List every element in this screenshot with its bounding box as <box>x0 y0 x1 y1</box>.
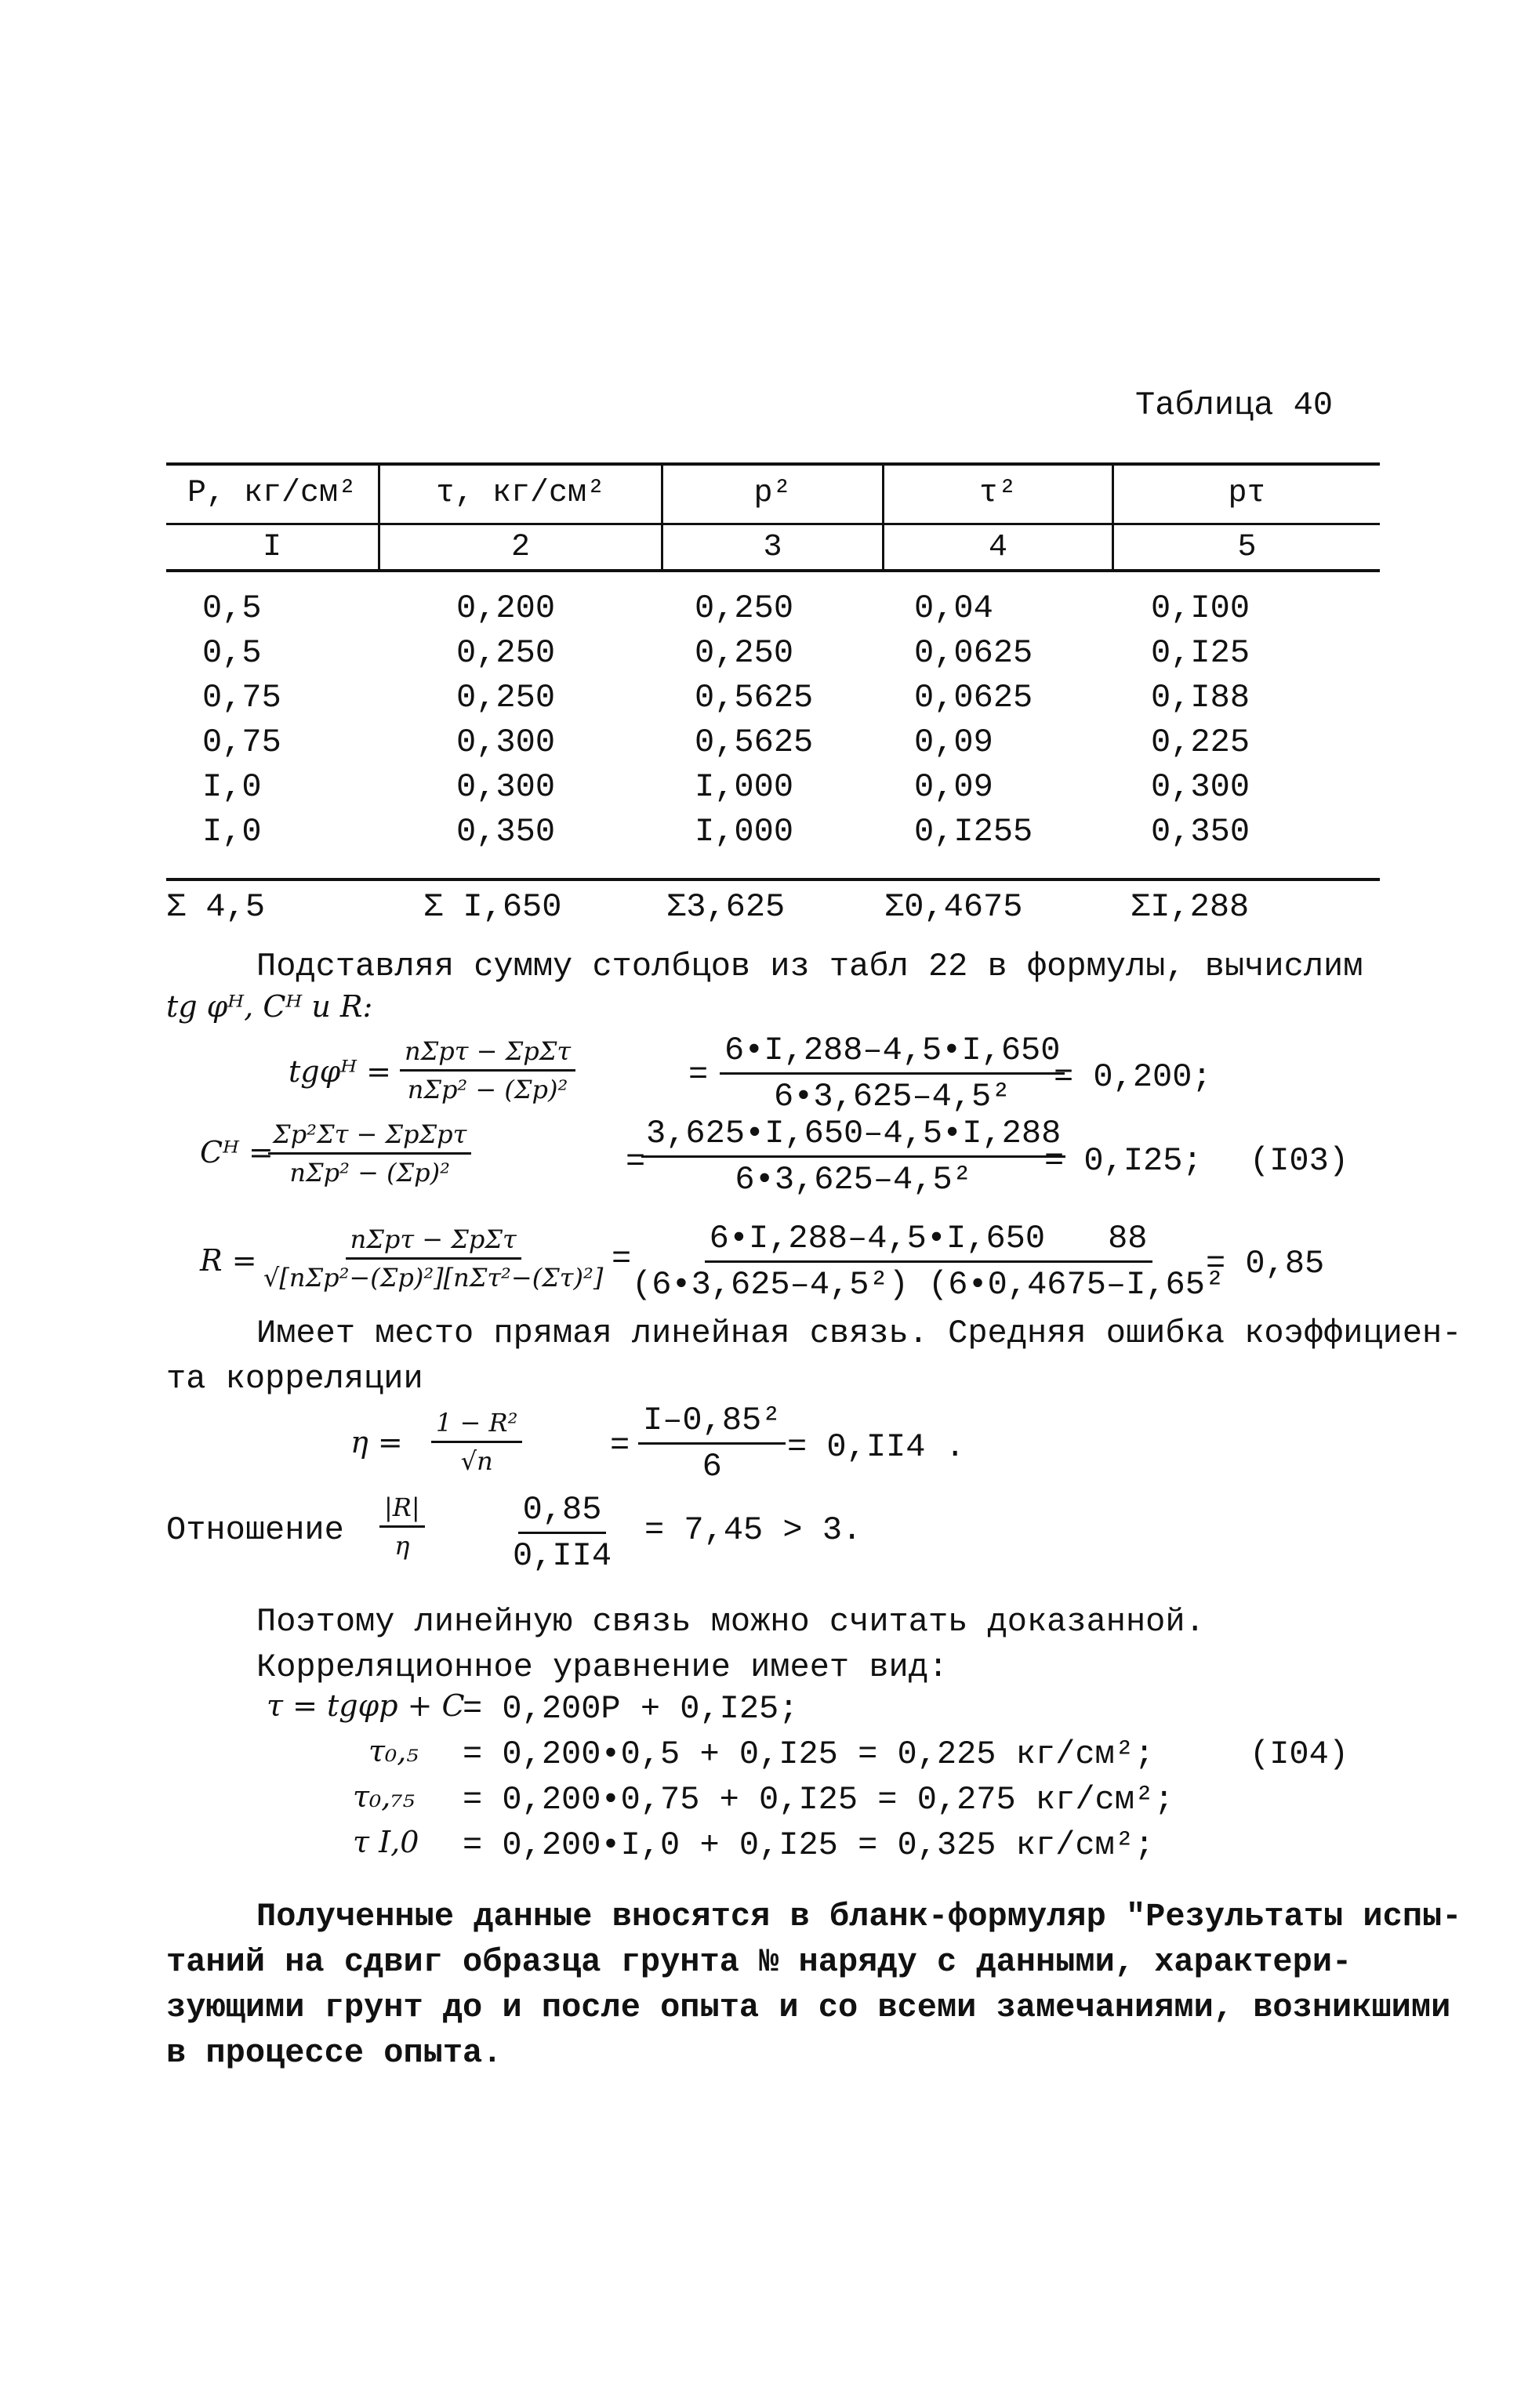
table-cell: 0,5 <box>202 634 262 672</box>
table-colnum-cell: 5 <box>1237 530 1257 565</box>
eq2-rhs: = 0,200•0,5 + 0,I25 = 0,225 кг/см²; <box>463 1735 1155 1773</box>
table-cell: 0,250 <box>456 679 556 716</box>
eta-symbolic-fraction <box>431 1408 522 1476</box>
para2-line-1: Имеет место прямая линейная связь. Средняя ошибка коэффициен- <box>256 1315 1462 1352</box>
table-cell: 0,5 <box>202 589 262 627</box>
r-numerator <box>705 1220 1152 1263</box>
intro-line-2: tg φᴴ, Cᴴ и R: <box>166 989 373 1024</box>
table-cell: 0,I88 <box>1151 679 1250 716</box>
r-numeric-fraction <box>627 1220 1229 1304</box>
ratio-denominator: 0,II4 <box>513 1537 612 1575</box>
c-denominator: 6•3,625–4,5² <box>735 1161 972 1199</box>
table-header-cell: р² <box>753 476 792 511</box>
table-cell: 0,I255 <box>914 813 1033 850</box>
eq4-rhs: = 0,200•I,0 + 0,I25 = 0,325 кг/см²; <box>463 1826 1155 1864</box>
ratio-symbolic-numerator: |R| <box>379 1492 425 1528</box>
para4-line-4: в процессе опыта. <box>166 2034 503 2072</box>
eq3-rhs: = 0,200•0,75 + 0,I25 = 0,275 кг/см²; <box>463 1781 1174 1819</box>
para4-line-2: таний на сдвиг образца грунта № наряду с данными, характери- <box>166 1943 1352 1981</box>
para3-line-2: Корреляционное уравнение имеет вид: <box>256 1648 949 1686</box>
equation-label-103: (I03) <box>1250 1142 1349 1180</box>
eq4-lhs: τ I,0 <box>353 1825 419 1859</box>
r-formula-lhs: R = <box>200 1243 257 1278</box>
r-symbolic-numerator: nΣpτ − ΣpΣτ <box>346 1224 521 1260</box>
table-cell: 0,09 <box>914 723 993 761</box>
table-cell: 0,300 <box>456 723 556 761</box>
intro-line-1: Подставляя сумму столбцов из табл 22 в формулы, вычислим <box>256 948 1363 985</box>
ratio-symbolic-denominator: η <box>394 1531 410 1561</box>
table-sum-cell: Σ0,4675 <box>884 888 1023 926</box>
ratio-numerator: 0,85 <box>518 1491 607 1534</box>
eta-numerator: I–0,85² <box>638 1402 786 1445</box>
table-cell: 0,200 <box>456 589 556 627</box>
ratio-symbolic-fraction <box>379 1492 425 1561</box>
table-cell: 0,350 <box>456 813 556 850</box>
equals-sign: = <box>610 1427 630 1464</box>
eq3-lhs: τ₀,₇₅ <box>353 1779 415 1814</box>
c-symbolic-numerator: Σp²Στ − ΣpΣpτ <box>268 1119 471 1155</box>
tg-formula-lhs: tgφᴴ = <box>289 1054 391 1089</box>
tg-denominator: 6•3,625–4,5² <box>774 1078 1011 1115</box>
table-cell: 0,300 <box>456 768 556 806</box>
tg-result: = 0,200; <box>1054 1058 1212 1096</box>
equals-sign: = <box>688 1056 709 1093</box>
para2-line-2: та корреляции <box>166 1360 423 1398</box>
tg-numerator: 6•I,288–4,5•I,650 <box>720 1032 1065 1075</box>
tg-numeric-fraction <box>720 1032 1065 1115</box>
equals-sign: = <box>626 1143 646 1180</box>
table-header-cell: τ² <box>978 476 1017 511</box>
eta-symbolic-numerator: 1 − R² <box>431 1408 522 1443</box>
tg-symbolic-denominator: nΣp² − (Σp)² <box>407 1075 568 1104</box>
eta-symbolic-denominator: √n <box>460 1446 493 1476</box>
ratio-result: = 7,45 > 3. <box>644 1511 862 1549</box>
table-sum-cell: ΣI,288 <box>1131 888 1250 926</box>
table-cell: I,000 <box>695 768 794 806</box>
c-formula-lhs: Cᴴ = <box>200 1135 274 1170</box>
ratio-numeric-fraction <box>508 1491 616 1575</box>
table-cell: 0,350 <box>1151 813 1250 850</box>
table-header-cell: рτ <box>1228 476 1266 511</box>
r-symbolic-denominator: √[nΣp²−(Σp)²][nΣτ²−(Στ)²] <box>263 1263 604 1293</box>
r-result: = 0,85 <box>1206 1245 1325 1282</box>
table-cell: 0,300 <box>1151 768 1250 806</box>
eta-numeric-fraction <box>638 1402 786 1485</box>
c-numerator: 3,625•I,650–4,5•I,288 <box>641 1115 1065 1158</box>
table-header-cell: τ, кг/см² <box>435 476 606 511</box>
r-denominator: (6•3,625–4,5²) (6•0,4675–I,65² <box>632 1266 1225 1304</box>
c-symbolic-fraction <box>268 1119 471 1188</box>
equation-label-104: (I04) <box>1250 1735 1349 1773</box>
table-cell: 0,75 <box>202 679 281 716</box>
table-cell: I,0 <box>202 768 262 806</box>
table-cell: 0,0625 <box>914 634 1033 672</box>
table-number-rule <box>166 569 1380 572</box>
table-sum-cell: Σ I,650 <box>423 888 562 926</box>
table-cell: 0,250 <box>695 634 794 672</box>
table-cell: 0,250 <box>456 634 556 672</box>
table-cell: 0,09 <box>914 768 993 806</box>
table-colnum-cell: 2 <box>510 530 530 565</box>
ratio-label: Отношение <box>166 1511 344 1549</box>
eq1-lhs: τ = tgφp + C <box>267 1688 465 1723</box>
table-top-rule <box>166 462 1380 466</box>
table-sum-rule <box>166 878 1380 881</box>
table-cell: 0,5625 <box>695 679 814 716</box>
tg-symbolic-fraction <box>400 1036 575 1104</box>
tg-symbolic-numerator: nΣpτ − ΣpΣτ <box>400 1036 575 1072</box>
para4-line-1: Полученные данные вносятся в бланк-формуляр "Результаты испы- <box>256 1898 1462 1935</box>
table-colnum-cell: 4 <box>988 530 1007 565</box>
para4-line-3: зующими грунт до и после опыта и со всеми замечаниями, возникшими <box>166 1989 1451 2026</box>
table-cell: 0,250 <box>695 589 794 627</box>
table-colnum-cell: I <box>262 530 281 565</box>
table-header-rule <box>166 523 1380 525</box>
table-colnum-cell: 3 <box>763 530 782 565</box>
c-symbolic-denominator: nΣp² − (Σp)² <box>289 1158 450 1188</box>
table-cell: 0,I00 <box>1151 589 1250 627</box>
para3-line-1: Поэтому линейную связь можно считать доказанной. <box>256 1603 1205 1641</box>
eq2-lhs: τ₀,₅ <box>368 1734 419 1768</box>
r-symbolic-fraction <box>259 1224 608 1293</box>
table-cell: 0,75 <box>202 723 281 761</box>
c-numeric-fraction <box>641 1115 1065 1199</box>
eta-lhs: η = <box>350 1425 403 1460</box>
table-sum-cell: Σ3,625 <box>666 888 786 926</box>
table-header-cell: Р, кг/см² <box>187 476 358 511</box>
eq1-rhs: = 0,200Р + 0,I25; <box>463 1690 799 1728</box>
table-cell: 0,04 <box>914 589 993 627</box>
r-numerator-expr: 6•I,288–4,5•I,650 <box>709 1220 1046 1257</box>
table-cell: 0,0625 <box>914 679 1033 716</box>
equals-sign: = <box>612 1240 632 1278</box>
table-cell: 0,I25 <box>1151 634 1250 672</box>
eta-result: = 0,II4 . <box>787 1428 965 1466</box>
table-caption: Таблица 40 <box>1135 386 1334 424</box>
eta-denominator: 6 <box>702 1448 722 1485</box>
table-cell: 0,5625 <box>695 723 814 761</box>
table-sum-cell: Σ 4,5 <box>166 888 266 926</box>
table-cell: I,000 <box>695 813 794 850</box>
table-cell: I,0 <box>202 813 262 850</box>
c-result: = 0,I25; <box>1044 1142 1203 1180</box>
r-numerator-value: 88 <box>1108 1220 1148 1257</box>
table-cell: 0,225 <box>1151 723 1250 761</box>
